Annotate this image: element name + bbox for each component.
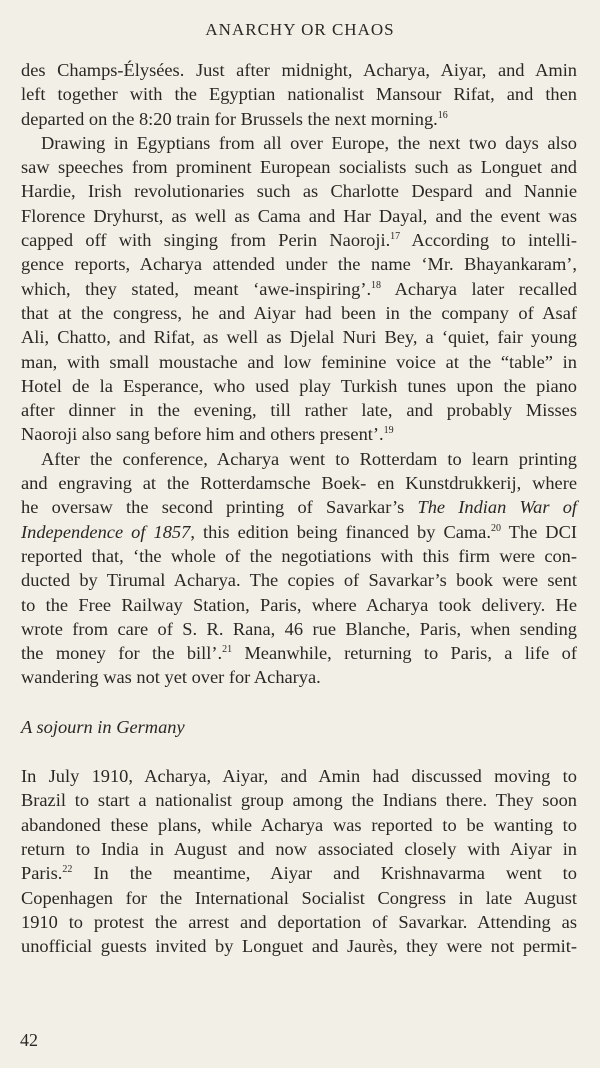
footnote-ref: 19 [383, 425, 394, 437]
line-text: capped off with singing from Perin Naoroji. [21, 230, 391, 251]
text-line [21, 665, 577, 689]
text-line [21, 131, 577, 155]
text-line [21, 301, 577, 325]
text-line [21, 447, 577, 471]
line-text: Paris. [21, 863, 63, 884]
text-line [21, 861, 577, 885]
line-text: des Champs-Élysées. Just after midnight, Acharya, Aiyar, and Amin [21, 60, 577, 80]
page-number: 42 [20, 1030, 38, 1050]
line-text: he oversaw the second printing of Savarkar’s [21, 497, 418, 518]
text-line [21, 934, 577, 958]
line-text: left together with the Egyptian nationalist Mansour Rifat, and then [21, 84, 577, 105]
text-line [21, 277, 577, 301]
section-heading [21, 715, 577, 739]
text-line [21, 641, 577, 665]
line-text: After the conference, Acharya went to Rotterdam to learn printing [41, 448, 577, 469]
line-text: unofficial guests invited by Longuet and Jaurès, they were not permit- [21, 936, 577, 957]
text-line [21, 495, 577, 519]
footnote-ref: 16 [437, 109, 448, 121]
line-text: ducted by Tirumal Acharya. The copies of Savarkar’s book were sent [21, 570, 577, 591]
text-line [21, 107, 577, 131]
footnote-ref: 22 [62, 864, 73, 876]
line-text: Meanwhile, returning to Paris, a life of [232, 643, 577, 664]
italic-text: Independence of 1857 [21, 521, 191, 542]
text-line [21, 471, 577, 495]
line-text: man, with small moustache and low feminine voice at the “table” in [21, 351, 577, 372]
body-text [21, 58, 577, 958]
line-text: the money for the bill’. [21, 643, 223, 664]
footnote-ref: 18 [371, 279, 382, 291]
text-line [21, 325, 577, 349]
line-text: In July 1910, Acharya, Aiyar, and Amin had discussed moving to [21, 766, 577, 787]
text-line [21, 252, 577, 276]
line-text: Naoroji also sang before him and others present’. [21, 424, 384, 445]
line-text: Hardie, Irish revolutionaries such as Charlotte Despard and Nannie [21, 181, 577, 202]
line-text: , this edition being financed by Cama. [190, 521, 491, 542]
line-text: Copenhagen for the International Socialist Congress in late August [21, 887, 577, 908]
text-line [21, 788, 577, 812]
line-text: In the meantime, Aiyar and Krishnavarma went to [72, 863, 577, 884]
text-line [21, 179, 577, 203]
text-line [21, 544, 577, 568]
text-line [21, 910, 577, 934]
line-text: gence reports, Acharya attended under the name ‘Mr. Bhayankaram’, [21, 254, 577, 275]
italic-text: The Indian War of [417, 497, 577, 518]
line-text: that at the congress, he and Aiyar had been in the company of Asaf [21, 302, 577, 323]
text-line [21, 228, 577, 252]
text-line [21, 886, 577, 910]
text-line [21, 204, 577, 228]
text-line [21, 58, 577, 82]
footnote-ref: 17 [390, 231, 401, 243]
line-text: Hotel de la Esperance, who used play Turkish tunes upon the piano [21, 375, 577, 396]
line-text: A sojourn in Germany [21, 716, 185, 737]
line-text: According to intelli- [400, 230, 578, 251]
footnote-ref: 20 [490, 522, 501, 534]
line-text: Drawing in Egyptians from all over Europe, the next two days also [41, 132, 577, 153]
text-line [21, 350, 577, 374]
text-line [21, 568, 577, 592]
text-line [21, 374, 577, 398]
footnote-ref: 21 [222, 644, 233, 656]
paragraph-gap [21, 690, 577, 715]
line-text: which, they stated, meant ‘awe-inspiring’. [21, 278, 372, 299]
text-line [21, 813, 577, 837]
line-text: abandoned these plans, while Acharya was reported to be wanting to [21, 814, 577, 835]
line-text: wandering was not yet over for Acharya. [21, 667, 321, 688]
text-line [21, 593, 577, 617]
text-line [21, 617, 577, 641]
line-text: wrote from care of S. R. Rana, 46 rue Blanche, Paris, when sending [21, 618, 577, 639]
line-text: to the Free Railway Station, Paris, where Acharya took delivery. He [21, 594, 577, 615]
line-text: reported that, ‘the whole of the negotiations with this firm were con- [21, 545, 577, 566]
line-text: departed on the 8:20 train for Brussels the next morning. [21, 108, 438, 129]
line-text: saw speeches from prominent European socialists such as Longuet and [21, 157, 577, 178]
text-line [21, 398, 577, 422]
line-text: and engraving at the Rotterdamsche Boek- en Kunstdrukkerij, where [21, 473, 577, 494]
line-text: return to India in August and now associated closely with Aiyar in [21, 838, 577, 859]
line-text: after dinner in the evening, till rather late, and probably Misses [21, 400, 577, 421]
running-head: ANARCHY OR CHAOS [205, 20, 395, 39]
text-line [21, 764, 577, 788]
line-text: The DCI [500, 521, 577, 542]
line-text: Acharya later recalled [381, 278, 577, 299]
text-line [21, 837, 577, 861]
line-text: 1910 to protest the arrest and deportation of Savarkar. Attending as [21, 911, 577, 932]
paragraph-gap [21, 739, 577, 764]
line-text: Florence Dryhurst, as well as Cama and Har Dayal, and the event was [21, 205, 577, 226]
text-line [21, 82, 577, 106]
line-text: Ali, Chatto, and Rifat, as well as Djelal Nuri Bey, a ‘quiet, fair young [21, 327, 577, 348]
text-line [21, 155, 577, 179]
text-line [21, 422, 577, 446]
text-line [21, 520, 577, 544]
line-text: Brazil to start a nationalist group among the Indians there. They soon [21, 790, 577, 811]
